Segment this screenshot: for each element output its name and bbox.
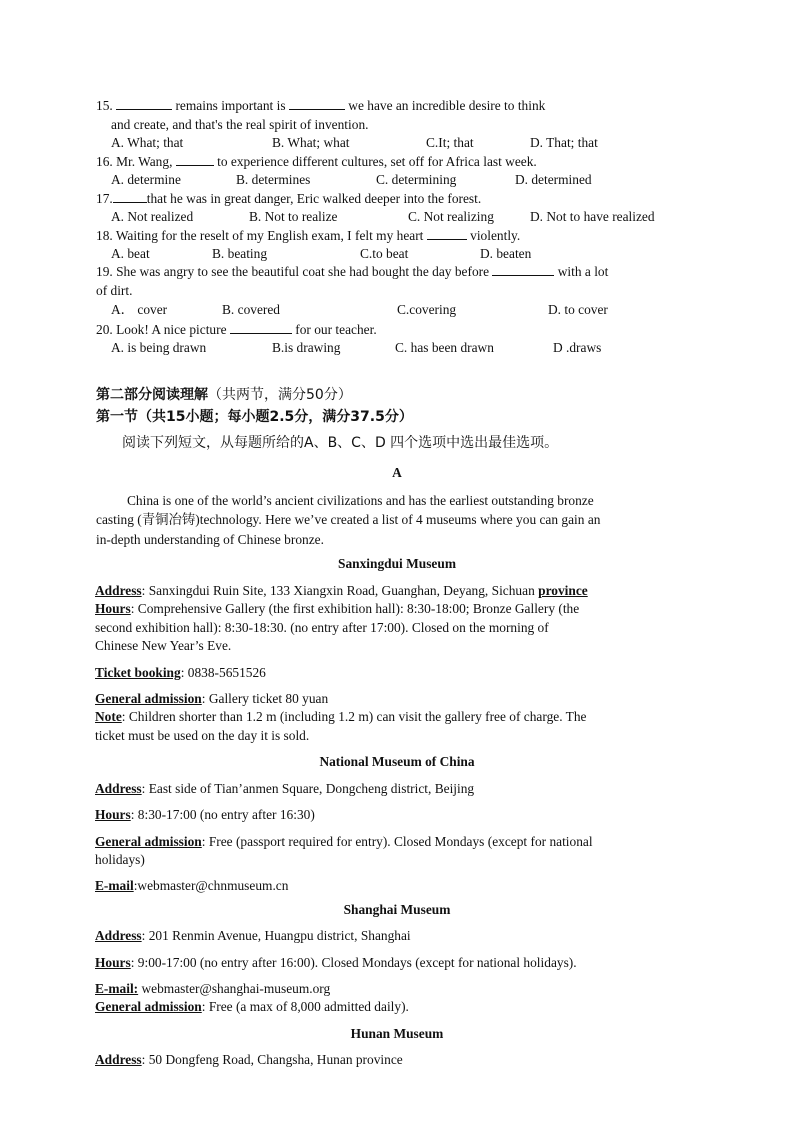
answer-blank xyxy=(176,153,214,166)
option-c: C. determining xyxy=(376,172,457,187)
question-16-stem xyxy=(96,153,537,170)
field-label: Address xyxy=(95,928,142,943)
museum-title: Sanxingdui Museum xyxy=(338,556,456,571)
question-text: to experience different cultures, set off for Africa last week. xyxy=(217,154,537,169)
question-number: 15. xyxy=(96,98,113,113)
part-2-note: （共两节，满分50分） xyxy=(208,387,352,403)
field-label: Hours xyxy=(95,955,131,970)
museum-hours-line2: second exhibition hall): 8:30-18:30. (no entry after 17:00). Closed on the morning of xyxy=(95,620,549,635)
option-a: A. beat xyxy=(111,246,150,261)
question-number: 17. xyxy=(96,191,113,206)
answer-blank xyxy=(492,263,554,276)
museum-admission xyxy=(95,690,328,707)
museum-address xyxy=(95,1051,403,1068)
question-text: we have an incredible desire to think xyxy=(348,98,546,113)
museum-title: National Museum of China xyxy=(319,754,475,769)
museum-hours xyxy=(95,954,577,971)
question-17-stem xyxy=(96,190,481,207)
question-15-stem xyxy=(96,97,545,114)
museum-admission xyxy=(95,833,593,850)
question-text: with a lot xyxy=(557,264,609,279)
part-2-heading xyxy=(96,387,352,404)
field-label: E-mail: xyxy=(95,981,139,996)
answer-blank xyxy=(427,227,467,240)
option-b: B. Not to realize xyxy=(249,209,338,224)
field-value: province xyxy=(538,583,588,598)
field-value: : 201 Renmin Avenue, Huangpu district, Shanghai xyxy=(141,928,411,943)
option-c: C. Not realizing xyxy=(408,209,494,224)
option-a: A. is being drawn xyxy=(111,340,207,355)
option-d: D. beaten xyxy=(480,246,532,261)
field-value: :webmaster@chnmuseum.cn xyxy=(133,878,289,893)
field-value: : 0838-5651526 xyxy=(180,665,266,680)
museum-admission xyxy=(95,998,409,1015)
question-text: violently. xyxy=(470,228,521,243)
question-15-stem-line2: and create, and that's the real spirit of invention. xyxy=(111,117,369,132)
option-c: C. has been drawn xyxy=(395,340,494,355)
passage-intro: casting (青铜冶铸)technology. Here we’ve created a list of 4 museums where you can gain an xyxy=(96,512,601,527)
passage-label: A xyxy=(392,465,402,480)
field-label: Hours xyxy=(95,601,131,616)
field-value: : Comprehensive Gallery (the first exhibition hall): 8:30-18:00; Bronze Gallery (the xyxy=(130,601,580,616)
option-c: C.covering xyxy=(397,302,457,317)
section-1-heading: 第一节（共15小题；每小题2.5分，满分37.5分） xyxy=(96,409,413,425)
field-label: General admission xyxy=(95,834,202,849)
option-d: D. That; that xyxy=(530,135,598,150)
answer-blank xyxy=(113,190,147,203)
museum-email xyxy=(95,877,288,894)
option-d: D. Not to have realized xyxy=(530,209,655,224)
museum-address xyxy=(95,927,411,944)
field-label: Ticket booking xyxy=(95,665,181,680)
option-b: B. What; what xyxy=(272,135,350,150)
field-value: : Free (passport required for entry). Closed Mondays (except for national xyxy=(201,834,593,849)
field-label: Note xyxy=(95,709,122,724)
passage-intro: China is one of the world’s ancient civilizations and has the earliest outstanding bronze xyxy=(127,493,594,508)
question-19-stem-line2: of dirt. xyxy=(96,283,133,298)
option-a: A． cover xyxy=(111,302,168,317)
question-text: 20. Look! A nice picture xyxy=(96,322,227,337)
field-label: Address xyxy=(95,781,142,796)
museum-admission-line2: holidays) xyxy=(95,852,145,867)
option-b: B. beating xyxy=(212,246,268,261)
museum-ticket xyxy=(95,664,266,681)
question-text: 16. Mr. Wang, xyxy=(96,154,173,169)
museum-address xyxy=(95,780,474,797)
field-value: : 50 Dongfeng Road, Changsha, Hunan province xyxy=(141,1052,403,1067)
museum-address xyxy=(95,582,588,599)
question-text: remains important is xyxy=(175,98,286,113)
field-label: E-mail xyxy=(95,878,134,893)
question-text: that he was in great danger, Eric walked deeper into the forest. xyxy=(146,191,482,206)
option-d: D. determined xyxy=(515,172,592,187)
question-20-stem xyxy=(96,321,377,338)
field-label: General admission xyxy=(95,691,202,706)
field-label: Hours xyxy=(95,807,131,822)
option-b: B. covered xyxy=(222,302,281,317)
option-a: A. determine xyxy=(111,172,181,187)
museum-email xyxy=(95,980,330,997)
option-c: C.It; that xyxy=(426,135,474,150)
option-d: D .draws xyxy=(553,340,602,355)
field-label: General admission xyxy=(95,999,202,1014)
field-value: webmaster@shanghai-museum.org xyxy=(138,981,331,996)
part-2-title: 第二部分阅读理解 xyxy=(96,387,208,403)
museum-hours xyxy=(95,600,579,617)
museum-title: Shanghai Museum xyxy=(343,902,451,917)
field-value: : 9:00-17:00 (no entry after 16:00). Closed Mondays (except for national holidays). xyxy=(130,955,577,970)
field-value: : Gallery ticket 80 yuan xyxy=(201,691,329,706)
option-d: D. to cover xyxy=(548,302,608,317)
answer-blank xyxy=(116,97,172,110)
museum-hours xyxy=(95,806,315,823)
field-value: : Sanxingdui Ruin Site, 133 Xiangxin Road, Guanghan, Deyang, Sichuan xyxy=(141,583,535,598)
field-value: : 8:30-17:00 (no entry after 16:30) xyxy=(130,807,315,822)
instruction: 阅读下列短文，从每题所给的A、B、C、D 四个选项中选出最佳选项。 xyxy=(122,435,559,451)
answer-blank xyxy=(230,321,292,334)
field-value: : Children shorter than 1.2 m (including 1.2 m) can visit the gallery free of charge. The xyxy=(121,709,587,724)
passage-intro: in-depth understanding of Chinese bronze. xyxy=(96,532,324,547)
option-b: B.is drawing xyxy=(272,340,341,355)
question-text: for our teacher. xyxy=(295,322,377,337)
field-value: : Free (a max of 8,000 admitted daily). xyxy=(201,999,409,1014)
option-a: A. What; that xyxy=(111,135,184,150)
question-19-stem xyxy=(96,263,608,280)
field-label: Address xyxy=(95,1052,142,1067)
museum-hours-line3: Chinese New Year’s Eve. xyxy=(95,638,232,653)
question-18-stem xyxy=(96,227,520,244)
question-text: 18. Waiting for the reselt of my English exam, I felt my heart xyxy=(96,228,424,243)
option-b: B. determines xyxy=(236,172,311,187)
museum-title: Hunan Museum xyxy=(350,1026,444,1041)
option-a: A. Not realized xyxy=(111,209,194,224)
field-label: Address xyxy=(95,583,142,598)
museum-note-line2: ticket must be used on the day it is sold. xyxy=(95,728,310,743)
museum-note xyxy=(95,708,586,725)
question-text: 19. She was angry to see the beautiful coat she had bought the day before xyxy=(96,264,490,279)
option-c: C.to beat xyxy=(360,246,409,261)
answer-blank xyxy=(289,97,345,110)
field-value: : East side of Tian’anmen Square, Dongcheng district, Beijing xyxy=(141,781,475,796)
